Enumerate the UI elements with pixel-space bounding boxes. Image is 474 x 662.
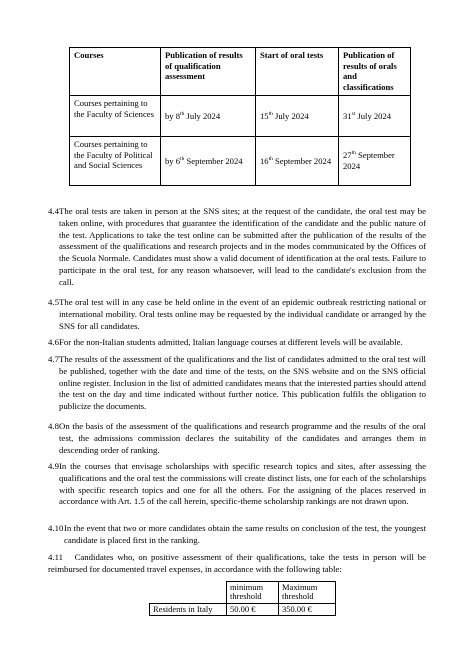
paragraph-4-8: 4.8 On the basis of the assessment of the qualifications and research programme and the results of the oral test, the admissions commission declares the suitability of the candidates and arranges them in descending order of ranking. <box>48 421 426 455</box>
classification-date: 31st July 2024 <box>339 95 411 136</box>
course-name: Courses pertaining to the Faculty of Sciences <box>70 95 161 136</box>
header-qualification-results: Publication of results of qualification assessment <box>161 48 256 96</box>
classification-date: 27th September 2024 <box>339 136 411 185</box>
paragraph-4-11: 4.11 Candidates who, on positive assessment of their qualifications, take the tests in person will be reimbursed for documented travel expenses, in accordance with the following table: <box>48 552 427 574</box>
travel-reimbursement-table <box>149 581 336 616</box>
maximum-value: 350.00 € <box>279 603 336 615</box>
paragraph-4-6: 4.6 For the non-Italian students admitted, Italian language courses at different levels will be available. <box>48 337 403 347</box>
table-header-row <box>150 582 336 604</box>
residence-label: Residents in Italy <box>150 603 227 615</box>
table-header-row <box>70 48 411 96</box>
oral-start-date: 16th September 2024 <box>256 136 339 185</box>
header-oral-results: Publication of results of orals and classifications <box>339 48 411 96</box>
paragraph-4-7: 4.7 The results of the assessment of the qualifications and the list of candidates admitted to the oral test will be published, together with the date and time of the tests, on the SNS website and on the SNS official online register. Inclusion in the list of admitted candidates means that the interested parties should attend the test on the day and time indicated without further notice. This publication fulfils the obligation to publicize the documents. <box>48 354 426 411</box>
header-maximum-threshold: Maximum threshold <box>279 582 336 604</box>
table-row <box>70 136 411 185</box>
header-oral-start: Start of oral tests <box>256 48 339 96</box>
table-row <box>150 603 336 615</box>
course-name: Courses pertaining to the Faculty of Political and Social Sciences <box>70 136 161 185</box>
qualification-date: by 8th July 2024 <box>161 95 256 136</box>
paragraph-4-4: 4.4 The oral tests are taken in person at the SNS sites; at the request of the candidate, the oral test may be taken online, with procedures that guarantee the identification of the candidate and the public nature of the test. Applications to take the test online can be submitted after the publication of the results of the assessment of the qualifications and research projects and in the modes communicated by the Offices of the Scuola Normale. Candidates must show a valid document of identification at the oral tests. Failure to participate in the oral test, for any reason whatsoever, will lead to the candidate's exclusion from the call. <box>48 206 426 287</box>
header-minimum-threshold: minimum threshold <box>227 582 279 604</box>
oral-start-date: 15th July 2024 <box>256 95 339 136</box>
paragraph-4-5: 4.5 The oral test will in any case be held online in the event of an epidemic outbreak restricting national or international mobility. Oral tests online may be requested by the individual candidate or arranged by the SNS for all candidates. <box>48 297 426 331</box>
courses-schedule-table <box>69 47 411 186</box>
header-courses: Courses <box>70 48 161 96</box>
qualification-date: by 6th September 2024 <box>161 136 256 185</box>
table-row <box>70 95 411 136</box>
paragraph-4-10: 4.10 In the event that two or more candidates obtain the same results on conclusion of the test, the youngest candidate is placed first in the ranking. <box>48 523 426 545</box>
minimum-value: 50.00 € <box>227 603 279 615</box>
paragraph-4-9: 4.9 In the courses that envisage scholarships with specific research topics and sites, after assessing the qualifications and the oral test the commissions will create distinct lists, one for each of the scholarships with specific research topics and one for all the others. For the assigning of the places reserved in accordance with Art. 1.5 of the call herein, specific-theme scholarship rankings are not drawn upon. <box>48 461 426 507</box>
